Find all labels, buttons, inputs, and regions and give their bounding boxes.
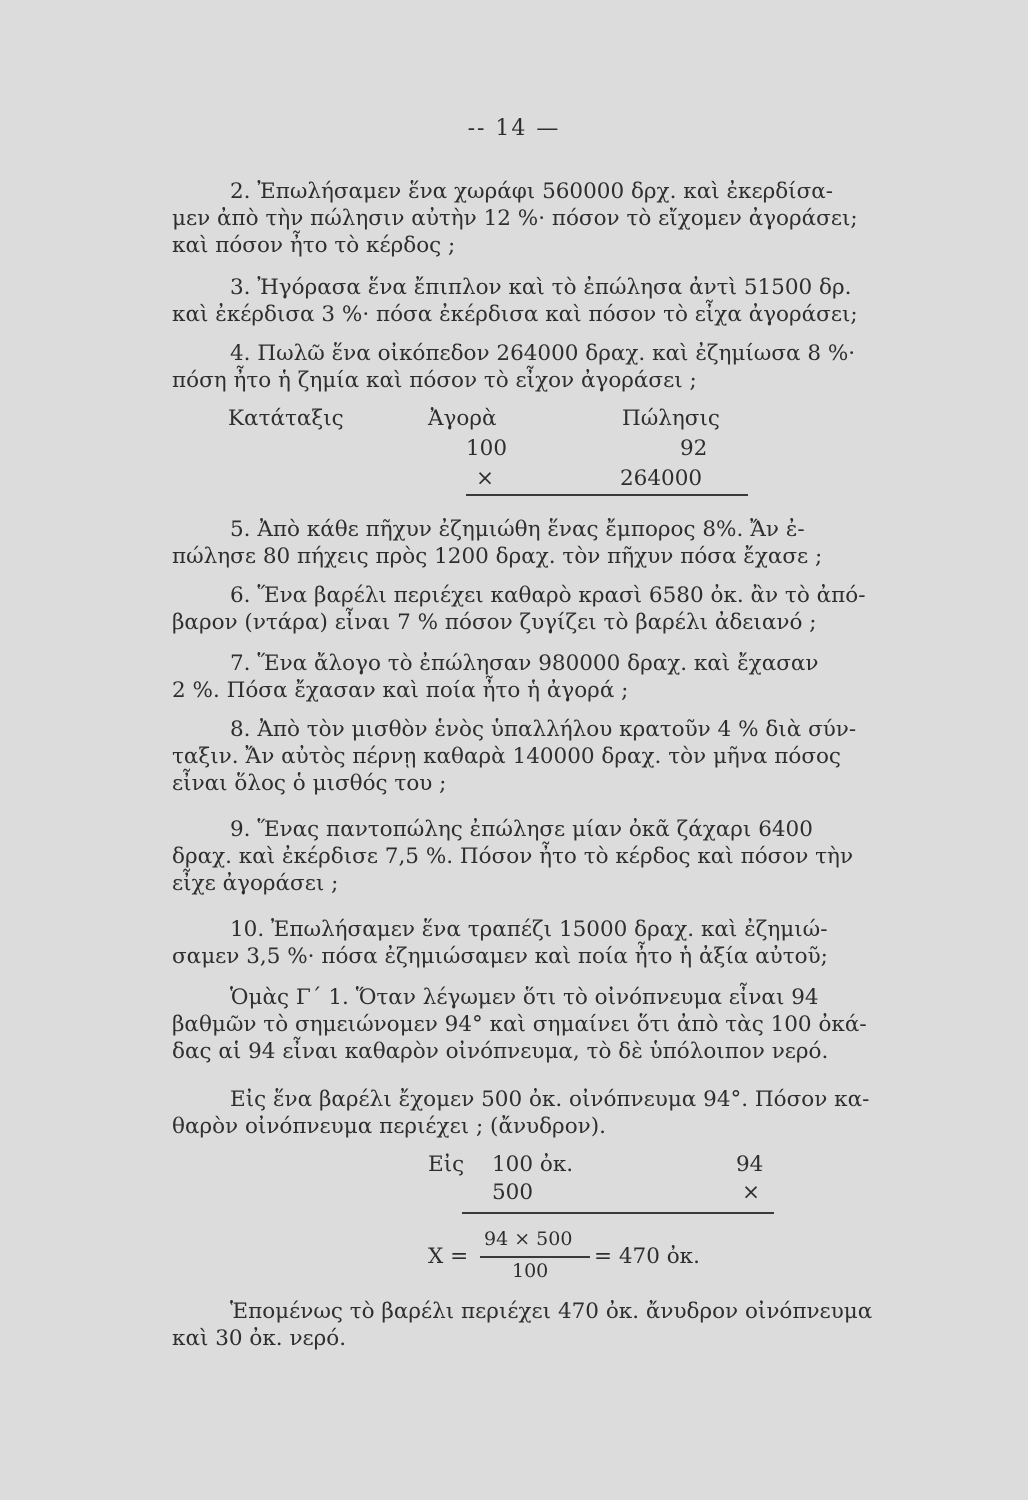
text-line: μεν ἀπὸ τὴν πώλησιν αὐτὴν 12 %· πόσον τὸ εἴχομεν ἀγοράσει;: [172, 206, 858, 231]
calc-result: = 470 ὀκ.: [594, 1244, 700, 1269]
text-line: 2. Ἐπωλήσαμεν ἕνα χωράφι 560000 δρχ. καὶ ἐκερδίσα-: [230, 179, 834, 204]
question: [172, 1086, 1004, 1140]
table-cell: 92: [680, 436, 708, 461]
text-line: θαρὸν οἰνόπνευμα περιέχει ; (ἄνυδρον).: [172, 1114, 606, 1139]
text-line: βαρον (ντάρα) εἶναι 7 % πόσον ζυγίζει τὸ βαρέλι ἀδειανό ;: [172, 610, 817, 635]
text-line: 5. Ἀπὸ κάθε πῆχυν ἐζημιώθη ἕνας ἔμπορος 8%. Ἄν ἐ-: [230, 517, 805, 542]
text-line: Εἰς ἕνα βαρέλι ἔχομεν 500 ὀκ. οἰνόπνευμα 94°. Πόσον κα-: [230, 1087, 870, 1112]
problem-9: [172, 816, 1004, 897]
text-line: 9. Ἕνας παντοπώλης ἐπώλησε μίαν ὀκᾶ ζάχαρι 6400: [230, 817, 813, 842]
calc-value: 500: [492, 1180, 534, 1205]
problem-5: [172, 516, 1004, 570]
problem-10: [172, 916, 1004, 970]
text-line: πόση ἦτο ἡ ζημία καὶ πόσον τὸ εἶχον ἀγοράσει ;: [172, 368, 697, 393]
table-cell: 264000: [620, 466, 703, 491]
text-line: ταξιν. Ἄν αὐτὸς πέρνῃ καθαρὰ 140000 δραχ. τὸν μῆνα πόσος: [172, 744, 841, 769]
fraction-bar: [480, 1256, 590, 1258]
text-line: 4. Πωλῶ ἕνα οἰκόπεδον 264000 δραχ. καὶ ἐζημίωσα 8 %·: [230, 341, 856, 366]
text-line: 2 %. Πόσα ἔχασαν καὶ ποία ἦτο ἡ ἀγορά ;: [172, 678, 629, 703]
problem-2: [172, 178, 1004, 259]
text-line: 6. Ἕνα βαρέλι περιέχει καθαρὸ κρασὶ 6580 ὀκ. ἂν τὸ ἀπό-: [230, 583, 866, 608]
problem-4: [172, 340, 1004, 394]
calc-x: X =: [428, 1244, 469, 1269]
text-line: σαμεν 3,5 %· πόσα ἐζημιώσαμεν καὶ ποία ἦτο ἡ ἀξία αὐτοῦ;: [172, 944, 828, 969]
text-line: δραχ. καὶ ἐκέρδισε 7,5 %. Πόσον ἦτο τὸ κέρδος καὶ πόσον τὴν: [172, 844, 854, 869]
text-line: εἶχε ἀγοράσει ;: [172, 871, 339, 896]
calc-value: 100 ὀκ.: [492, 1152, 574, 1177]
table-header: Ἀγορὰ: [428, 406, 497, 431]
table-cell: 100: [466, 436, 508, 461]
problem-8: [172, 716, 1004, 797]
calc-denominator: 100: [512, 1260, 549, 1282]
conclusion: [172, 1298, 1004, 1352]
text-line: 3. Ἠγόρασα ἕνα ἔπιπλον καὶ τὸ ἐπώλησα ἀντὶ 51500 δρ.: [230, 275, 852, 300]
text-line: 10. Ἐπωλήσαμεν ἕνα τραπέζι 15000 δραχ. καὶ ἐζημιώ-: [230, 917, 828, 942]
text-line: καὶ πόσον ἦτο τὸ κέρδος ;: [172, 233, 456, 258]
text-line: καὶ 30 ὀκ. νερό.: [172, 1326, 347, 1351]
calc-value: 94: [736, 1152, 764, 1177]
text-line: πώλησε 80 πήχεις πρὸς 1200 δραχ. τὸν πῆχυν πόσα ἔχασε ;: [172, 544, 823, 569]
group-c-intro: [172, 984, 1004, 1065]
text-line: δας αἱ 94 εἶναι καθαρὸν οἰνόπνευμα, τὸ δὲ ὑπόλοιπον νερό.: [172, 1039, 829, 1064]
text-line: βαθμῶν τὸ σημειώνομεν 94° καὶ σημαίνει ὅτι ἀπὸ τὰς 100 ὀκά-: [172, 1012, 867, 1037]
table-header: Πώλησις: [622, 406, 720, 431]
text-line: 8. Ἀπὸ τὸν μισθὸν ἑνὸς ὑπαλλήλου κρατοῦν 4 % διὰ σύν-: [230, 717, 857, 742]
problem-7: [172, 650, 1004, 704]
problem-3: [172, 274, 1004, 328]
text-line: Ἑπομένως τὸ βαρέλι περιέχει 470 ὀκ. ἄνυδρον οἰνόπνευμα: [230, 1299, 873, 1324]
table-cell: ×: [476, 466, 495, 491]
group-c-heading-line: Ὁμὰς Γ΄ 1. Ὅταν λέγωμεν ὅτι τὸ οἰνόπνευμα εἶναι 94: [230, 985, 819, 1010]
text-line: καὶ ἐκέρδισα 3 %· πόσα ἐκέρδισα καὶ πόσον τὸ εἶχα ἀγοράσει;: [172, 302, 858, 327]
text-line: εἶναι ὅλος ὁ μισθός του ;: [172, 771, 447, 796]
page-number: -- 14 —: [467, 116, 561, 141]
calc-numerator: 94 × 500: [484, 1228, 573, 1250]
calc-value: ×: [742, 1180, 761, 1205]
calc-rule: [462, 1212, 774, 1214]
text-line: 7. Ἕνα ἄλογο τὸ ἐπώλησαν 980000 δραχ. καὶ ἔχασαν: [230, 651, 819, 676]
table-rule: [466, 494, 748, 496]
calc-label: Εἰς: [428, 1152, 465, 1177]
problem-6: [172, 582, 1004, 636]
table-header: Κατάταξις: [228, 406, 344, 431]
